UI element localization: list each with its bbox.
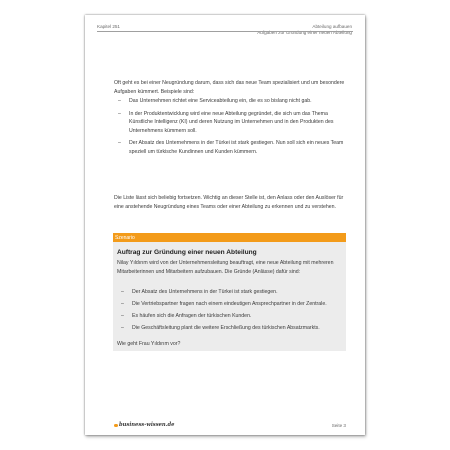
- list-item-text: Der Absatz des Unternehmens in der Türkei ist stark gestiegen.: [132, 289, 278, 295]
- dash-bullet: –: [118, 110, 121, 117]
- scenario-header-bar: [113, 233, 346, 242]
- dash-bullet: –: [121, 289, 124, 295]
- list-item: [114, 110, 346, 136]
- list-item: [117, 288, 338, 297]
- intro-paragraph: Oft geht es bei einer Neugründung darum, dass sich das neue Team spezialisiert und um besondere Aufgaben kümmert. Beispiele sind:: [114, 80, 345, 95]
- subsection-title: Aufgaben zur Gründung einer neuen Abteilung: [257, 30, 352, 35]
- dash-bullet: –: [118, 140, 121, 147]
- list-item: [117, 312, 338, 321]
- list-item: [117, 324, 338, 333]
- section-title: Abteilung aufbauen: [312, 24, 352, 29]
- examples-list: [114, 97, 346, 161]
- list-item-text: Die Geschäftsleitung plant die weitere Erschließung des türkischen Absatzmarkts.: [132, 325, 320, 332]
- reasons-list: [117, 288, 338, 336]
- chapter-label: Kapitel 251: [97, 24, 120, 29]
- document-page: [85, 15, 365, 435]
- list-item: [114, 139, 346, 156]
- scenario-box: [113, 233, 346, 351]
- page-number: Seite 3: [331, 423, 346, 428]
- footer-logo: business-wissen.de: [119, 422, 175, 428]
- list-item-text: In der Produktentwicklung wird eine neue Abteilung gegründet, die sich um das Thema Künstliche Intelligenz (KI) und deren Nutzung im Unternehmen und in den Produkten des Unternehmens kümmern soll.: [129, 110, 334, 134]
- list-item: [114, 97, 346, 106]
- dash-bullet: –: [118, 98, 121, 104]
- list-item-text: Es häufen sich die Anfragen der türkischen Kunden.: [132, 313, 252, 320]
- logo-dot-icon: [114, 424, 118, 428]
- outro-paragraph: Die Liste lässt sich beliebig fortsetzen. Wichtig an dieser Stelle ist, den Anlass oder den Auslöser für eine anstehende Neugründung eines Teams oder einer Abteilung zu erkennen und zu verstehen.: [114, 195, 344, 210]
- list-item-text: Der Absatz des Unternehmens in der Türkei ist stark gestiegen. Nun soll sich ein neues Team speziell um türkische Kundinnen und Kunden kümmern.: [129, 140, 344, 155]
- list-item-text: Das Unternehmen richtet eine Serviceabteilung ein, die es so bislang nicht gab.: [129, 98, 312, 104]
- scenario-question: Wie geht Frau Yıldırım vor?: [117, 341, 181, 347]
- scenario-intro: Nilay Yıldırım wird von der Unternehmensleitung beauftragt, eine neue Abteilung mit mehreren Mitarbeiterinnen und Mitarbeitern aufzubauen. Die Gründe (Anlässe) dafür sind:: [117, 260, 334, 275]
- dash-bullet: –: [121, 325, 124, 332]
- list-item: [117, 300, 338, 309]
- header-divider: [97, 31, 353, 32]
- scenario-title: Auftrag zur Gründung einer neuen Abteilung: [117, 249, 257, 256]
- dash-bullet: –: [121, 301, 124, 308]
- list-item-text: Die Vertriebspartner fragen nach einem eindeutigen Ansprechpartner in der Zentrale.: [132, 301, 327, 308]
- dash-bullet: –: [121, 313, 124, 320]
- scenario-label: Szenario: [115, 234, 135, 241]
